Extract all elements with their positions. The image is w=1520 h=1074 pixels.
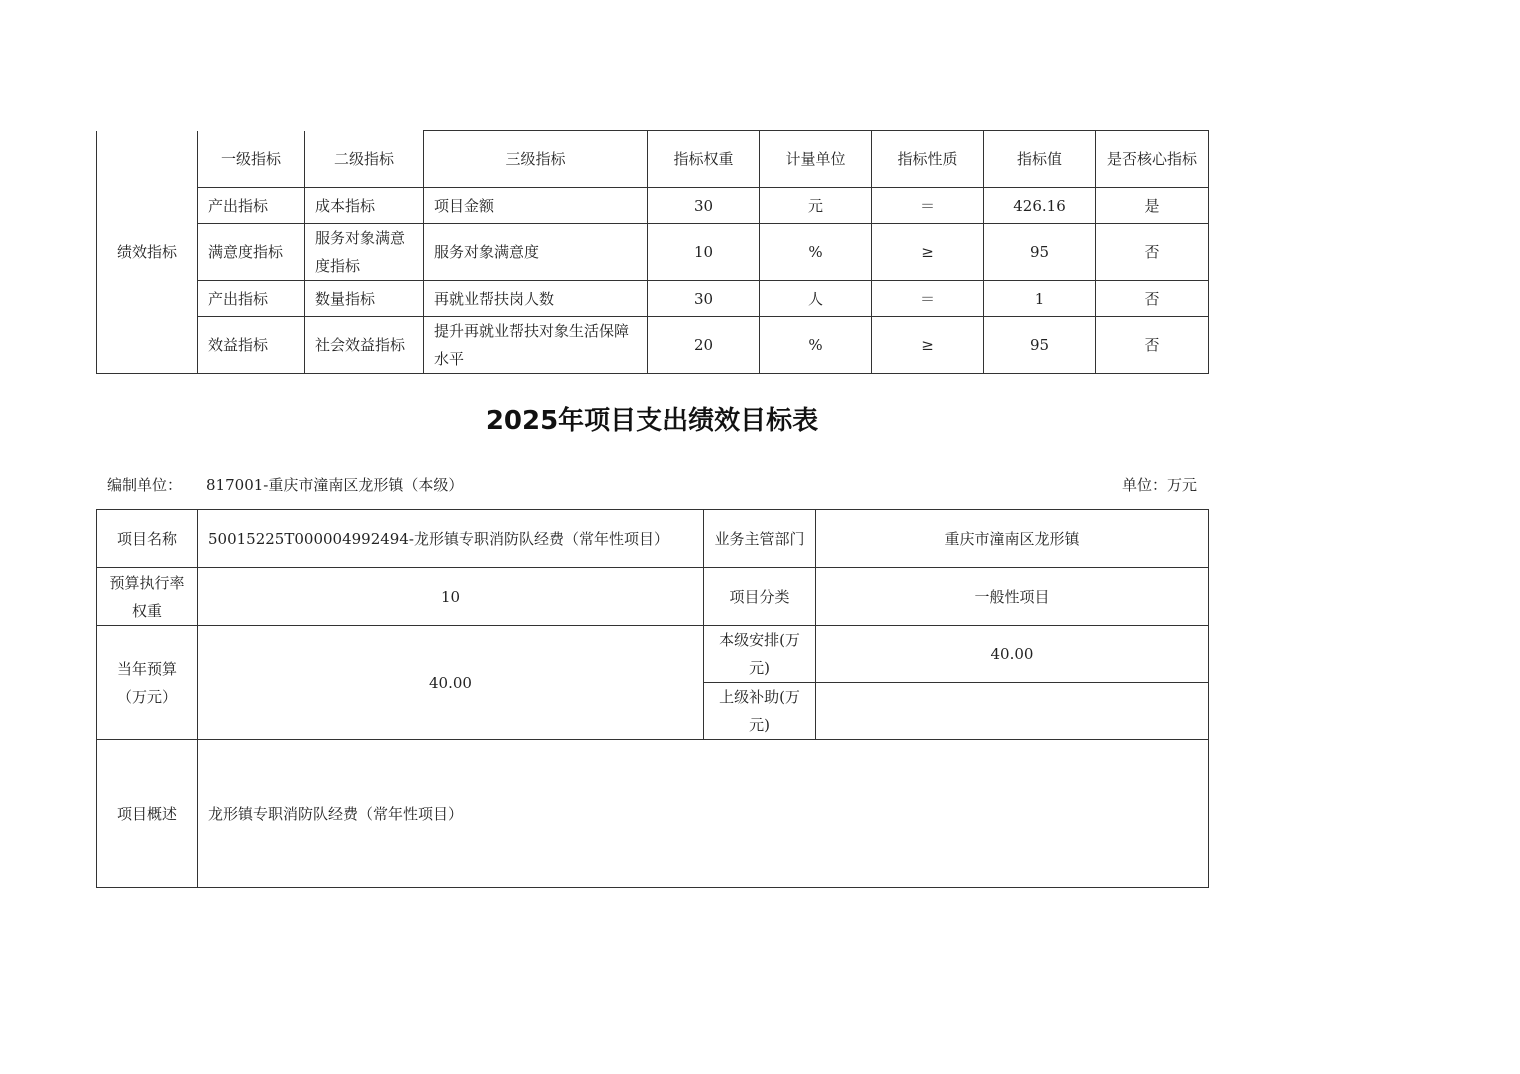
table-cell: 服务对象满意度指标 — [305, 224, 424, 281]
header-cell: 计量单位 — [760, 131, 872, 188]
header-cell: 指标值 — [984, 131, 1096, 188]
table-cell: 30 — [648, 188, 760, 224]
table-cell: 是 — [1096, 188, 1209, 224]
upper-funding-label: 上级补助(万元) — [704, 683, 816, 740]
table-cell: 服务对象满意度 — [424, 224, 648, 281]
table-cell: 提升再就业帮扶对象生活保障水平 — [424, 317, 648, 374]
table-cell: 成本指标 — [305, 188, 424, 224]
header-cell: 二级指标 — [305, 131, 424, 188]
org-info — [107, 474, 463, 495]
project-info-table — [96, 509, 1209, 888]
table-cell: 95 — [984, 317, 1096, 374]
table-cell: 426.16 — [984, 188, 1096, 224]
table-cell: 再就业帮扶岗人数 — [424, 281, 648, 317]
table-row — [97, 317, 1209, 374]
table-cell: 10 — [648, 224, 760, 281]
local-funding-label: 本级安排(万元) — [704, 626, 816, 683]
local-funding-value: 40.00 — [816, 626, 1209, 683]
header-cell: 指标权重 — [648, 131, 760, 188]
table-cell: 否 — [1096, 317, 1209, 374]
table-cell: 社会效益指标 — [305, 317, 424, 374]
table-cell: ＝ — [872, 188, 984, 224]
rate-label: 预算执行率权重 — [97, 568, 198, 626]
table-row — [97, 568, 1209, 626]
table-row — [97, 510, 1209, 568]
table-cell: ＝ — [872, 281, 984, 317]
org-label: 编制单位： — [107, 476, 183, 494]
table-cell: ≥ — [872, 224, 984, 281]
header-cell: 一级指标 — [198, 131, 305, 188]
table-cell: 95 — [984, 224, 1096, 281]
budget-value: 40.00 — [198, 626, 704, 740]
rate-value: 10 — [198, 568, 704, 626]
table-cell: 否 — [1096, 224, 1209, 281]
table-row — [97, 188, 1209, 224]
upper-funding-value — [816, 683, 1209, 740]
table-row — [97, 224, 1209, 281]
unit-line — [107, 474, 1197, 498]
table-cell: 产出指标 — [198, 188, 305, 224]
project-name-value: 50015225T000004992494-龙形镇专职消防队经费（常年性项目） — [198, 510, 704, 568]
table-cell: 20 — [648, 317, 760, 374]
table-cell: 元 — [760, 188, 872, 224]
table-cell: 数量指标 — [305, 281, 424, 317]
header-cell: 是否核心指标 — [1096, 131, 1209, 188]
page-title: 2025年项目支出绩效目标表 — [485, 406, 819, 436]
project-name-label: 项目名称 — [97, 510, 198, 568]
table-cell: ≥ — [872, 317, 984, 374]
category-label: 项目分类 — [704, 568, 816, 626]
table-cell: 效益指标 — [198, 317, 305, 374]
table-cell: 否 — [1096, 281, 1209, 317]
table-cell: 满意度指标 — [198, 224, 305, 281]
budget-label: 当年预算（万元） — [97, 626, 198, 740]
table-cell: 1 — [984, 281, 1096, 317]
table-row — [97, 281, 1209, 317]
table-cell: 产出指标 — [198, 281, 305, 317]
unit-label: 单位：万元 — [1121, 476, 1197, 494]
table-cell: 人 — [760, 281, 872, 317]
dept-label: 业务主管部门 — [704, 510, 816, 568]
table-header-row — [97, 131, 1209, 188]
section-label-performance: 绩效指标 — [97, 131, 198, 374]
summary-label: 项目概述 — [97, 740, 198, 888]
table-row — [97, 740, 1209, 888]
header-cell: 三级指标 — [424, 131, 648, 188]
table-cell: % — [760, 317, 872, 374]
performance-indicator-table — [96, 130, 1209, 374]
dept-value: 重庆市潼南区龙形镇 — [816, 510, 1209, 568]
table-cell: 项目金额 — [424, 188, 648, 224]
org-value: 817001-重庆市潼南区龙形镇（本级） — [206, 476, 464, 494]
category-value: 一般性项目 — [816, 568, 1209, 626]
table-cell: 30 — [648, 281, 760, 317]
table-cell: % — [760, 224, 872, 281]
header-cell: 指标性质 — [872, 131, 984, 188]
table-row — [97, 626, 1209, 683]
summary-value: 龙形镇专职消防队经费（常年性项目） — [198, 740, 1209, 888]
